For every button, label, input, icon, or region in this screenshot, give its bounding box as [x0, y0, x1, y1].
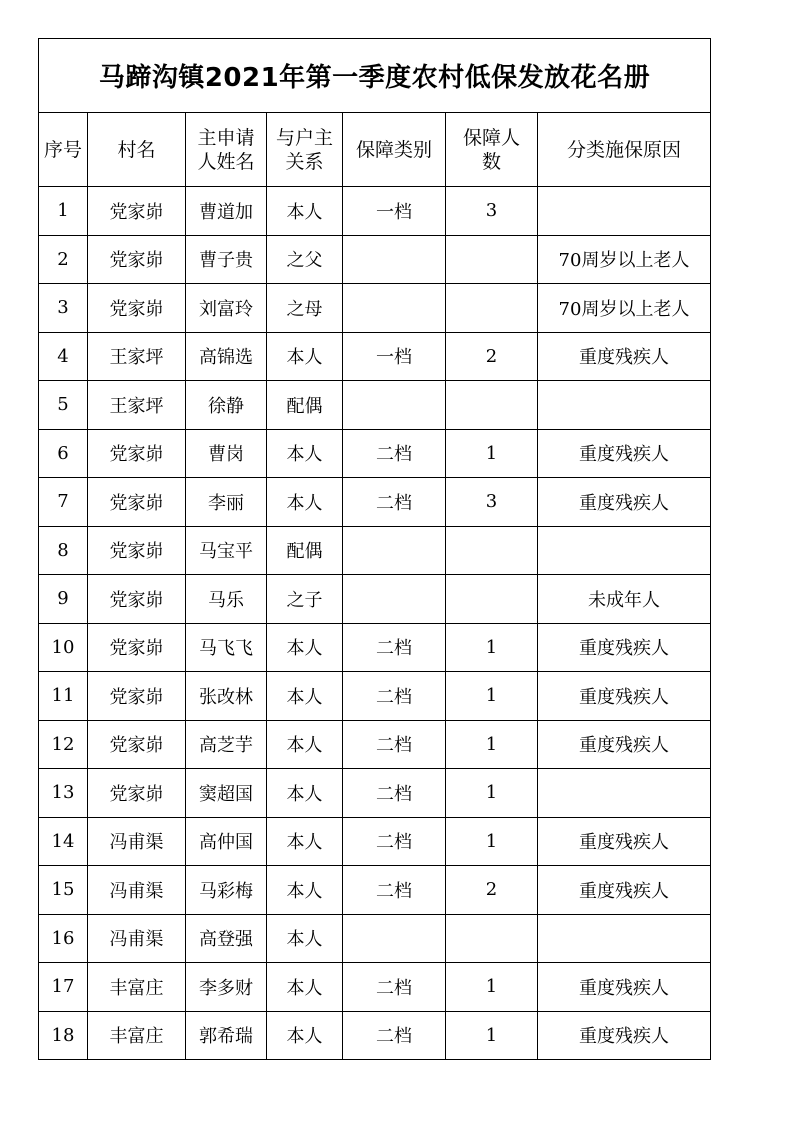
cell-index: 7	[39, 478, 88, 527]
cell-reason: 重度残疾人	[538, 817, 711, 866]
cell-name: 曹子贵	[186, 235, 267, 284]
cell-count: 1	[446, 429, 538, 478]
cell-name: 刘富玲	[186, 284, 267, 333]
cell-category: 二档	[343, 478, 446, 527]
cell-reason: 重度残疾人	[538, 1011, 711, 1060]
cell-reason: 重度残疾人	[538, 672, 711, 721]
cell-category: 二档	[343, 769, 446, 818]
cell-village: 党家峁	[88, 429, 186, 478]
cell-reason	[538, 769, 711, 818]
cell-reason: 重度残疾人	[538, 332, 711, 381]
cell-count: 1	[446, 623, 538, 672]
cell-village: 党家峁	[88, 526, 186, 575]
cell-index: 6	[39, 429, 88, 478]
cell-village: 党家峁	[88, 575, 186, 624]
cell-name: 高登强	[186, 914, 267, 963]
cell-index: 1	[39, 187, 88, 236]
table-row	[39, 235, 711, 284]
table-row	[39, 575, 711, 624]
table-row	[39, 187, 711, 236]
table-row	[39, 720, 711, 769]
header-relation-line1: 与户主	[275, 126, 333, 149]
cell-name: 郭希瑞	[186, 1011, 267, 1060]
cell-village: 党家峁	[88, 720, 186, 769]
cell-village: 丰富庄	[88, 1011, 186, 1060]
roster-table	[38, 38, 711, 1060]
cell-count	[446, 575, 538, 624]
cell-relation: 本人	[267, 914, 343, 963]
cell-relation: 本人	[267, 817, 343, 866]
cell-name: 高锦选	[186, 332, 267, 381]
cell-name: 曹道加	[186, 187, 267, 236]
cell-reason: 重度残疾人	[538, 866, 711, 915]
header-applicant-line2: 人姓名	[197, 150, 255, 173]
table-row	[39, 381, 711, 430]
table-row	[39, 866, 711, 915]
cell-count	[446, 914, 538, 963]
cell-village: 王家坪	[88, 381, 186, 430]
cell-count: 2	[446, 332, 538, 381]
cell-category	[343, 235, 446, 284]
cell-reason: 重度残疾人	[538, 720, 711, 769]
cell-category: 二档	[343, 672, 446, 721]
page-title: 马蹄沟镇2021年第一季度农村低保发放花名册	[39, 39, 711, 113]
cell-category: 二档	[343, 429, 446, 478]
cell-relation: 配偶	[267, 381, 343, 430]
cell-relation: 本人	[267, 672, 343, 721]
cell-village: 党家峁	[88, 623, 186, 672]
cell-village: 党家峁	[88, 284, 186, 333]
header-category: 保障类别	[343, 113, 446, 187]
cell-category: 二档	[343, 1011, 446, 1060]
cell-relation: 本人	[267, 769, 343, 818]
table-body	[39, 187, 711, 1060]
cell-index: 17	[39, 963, 88, 1012]
cell-reason	[538, 526, 711, 575]
cell-relation: 之父	[267, 235, 343, 284]
cell-category: 二档	[343, 866, 446, 915]
cell-index: 9	[39, 575, 88, 624]
cell-relation: 本人	[267, 963, 343, 1012]
header-relation-line2: 关系	[285, 150, 324, 173]
cell-index: 16	[39, 914, 88, 963]
cell-category: 二档	[343, 720, 446, 769]
cell-relation: 本人	[267, 187, 343, 236]
cell-index: 2	[39, 235, 88, 284]
cell-name: 马彩梅	[186, 866, 267, 915]
cell-name: 李丽	[186, 478, 267, 527]
header-count-line1: 保障人	[462, 126, 520, 149]
cell-category	[343, 284, 446, 333]
cell-category: 二档	[343, 817, 446, 866]
cell-reason: 重度残疾人	[538, 963, 711, 1012]
cell-count: 1	[446, 672, 538, 721]
cell-name: 曹岗	[186, 429, 267, 478]
cell-relation: 本人	[267, 866, 343, 915]
cell-reason	[538, 914, 711, 963]
cell-village: 党家峁	[88, 478, 186, 527]
cell-village: 冯甫渠	[88, 866, 186, 915]
table-row	[39, 429, 711, 478]
cell-name: 高芝芋	[186, 720, 267, 769]
cell-name: 马乐	[186, 575, 267, 624]
cell-reason: 70周岁以上老人	[538, 235, 711, 284]
cell-name: 窦超国	[186, 769, 267, 818]
cell-reason	[538, 381, 711, 430]
cell-relation: 本人	[267, 720, 343, 769]
cell-relation: 之子	[267, 575, 343, 624]
cell-count	[446, 284, 538, 333]
cell-count: 2	[446, 866, 538, 915]
cell-name: 徐静	[186, 381, 267, 430]
cell-category: 二档	[343, 623, 446, 672]
cell-count: 1	[446, 769, 538, 818]
cell-category: 一档	[343, 187, 446, 236]
header-reason: 分类施保原因	[538, 113, 711, 187]
cell-count	[446, 526, 538, 575]
cell-village: 党家峁	[88, 769, 186, 818]
cell-index: 4	[39, 332, 88, 381]
cell-category	[343, 914, 446, 963]
table-row	[39, 526, 711, 575]
cell-relation: 本人	[267, 478, 343, 527]
cell-relation: 配偶	[267, 526, 343, 575]
cell-name: 高仲国	[186, 817, 267, 866]
cell-village: 王家坪	[88, 332, 186, 381]
cell-name: 李多财	[186, 963, 267, 1012]
cell-index: 5	[39, 381, 88, 430]
table-row	[39, 332, 711, 381]
header-relation	[267, 113, 343, 187]
cell-index: 11	[39, 672, 88, 721]
cell-relation: 本人	[267, 429, 343, 478]
cell-count	[446, 381, 538, 430]
cell-name: 张改林	[186, 672, 267, 721]
cell-name: 马飞飞	[186, 623, 267, 672]
table-row	[39, 478, 711, 527]
cell-village: 党家峁	[88, 235, 186, 284]
cell-category	[343, 526, 446, 575]
cell-count: 3	[446, 478, 538, 527]
cell-relation: 之母	[267, 284, 343, 333]
header-row	[39, 113, 711, 187]
cell-name: 马宝平	[186, 526, 267, 575]
cell-category: 二档	[343, 963, 446, 1012]
table-row	[39, 963, 711, 1012]
cell-index: 12	[39, 720, 88, 769]
cell-reason: 未成年人	[538, 575, 711, 624]
cell-village: 冯甫渠	[88, 817, 186, 866]
header-count-line2: 数	[481, 150, 501, 173]
cell-reason: 重度残疾人	[538, 429, 711, 478]
table-row	[39, 817, 711, 866]
header-count	[446, 113, 538, 187]
cell-village: 丰富庄	[88, 963, 186, 1012]
cell-index: 13	[39, 769, 88, 818]
cell-index: 18	[39, 1011, 88, 1060]
header-applicant	[186, 113, 267, 187]
cell-reason: 重度残疾人	[538, 623, 711, 672]
table-row	[39, 1011, 711, 1060]
cell-count	[446, 235, 538, 284]
cell-relation: 本人	[267, 623, 343, 672]
cell-index: 14	[39, 817, 88, 866]
cell-village: 党家峁	[88, 187, 186, 236]
cell-count: 1	[446, 963, 538, 1012]
cell-village: 党家峁	[88, 672, 186, 721]
cell-index: 3	[39, 284, 88, 333]
cell-category	[343, 381, 446, 430]
cell-reason: 重度残疾人	[538, 478, 711, 527]
cell-village: 冯甫渠	[88, 914, 186, 963]
cell-relation: 本人	[267, 1011, 343, 1060]
table-row	[39, 769, 711, 818]
header-index: 序号	[39, 113, 88, 187]
cell-reason	[538, 187, 711, 236]
cell-category: 一档	[343, 332, 446, 381]
table-row	[39, 623, 711, 672]
cell-count: 1	[446, 720, 538, 769]
table-row	[39, 914, 711, 963]
cell-index: 10	[39, 623, 88, 672]
cell-reason: 70周岁以上老人	[538, 284, 711, 333]
header-village: 村名	[88, 113, 186, 187]
cell-category	[343, 575, 446, 624]
table-row	[39, 284, 711, 333]
table-row	[39, 672, 711, 721]
cell-relation: 本人	[267, 332, 343, 381]
cell-count: 3	[446, 187, 538, 236]
cell-count: 1	[446, 1011, 538, 1060]
cell-count: 1	[446, 817, 538, 866]
cell-index: 15	[39, 866, 88, 915]
cell-index: 8	[39, 526, 88, 575]
header-applicant-line1: 主申请	[197, 126, 255, 149]
